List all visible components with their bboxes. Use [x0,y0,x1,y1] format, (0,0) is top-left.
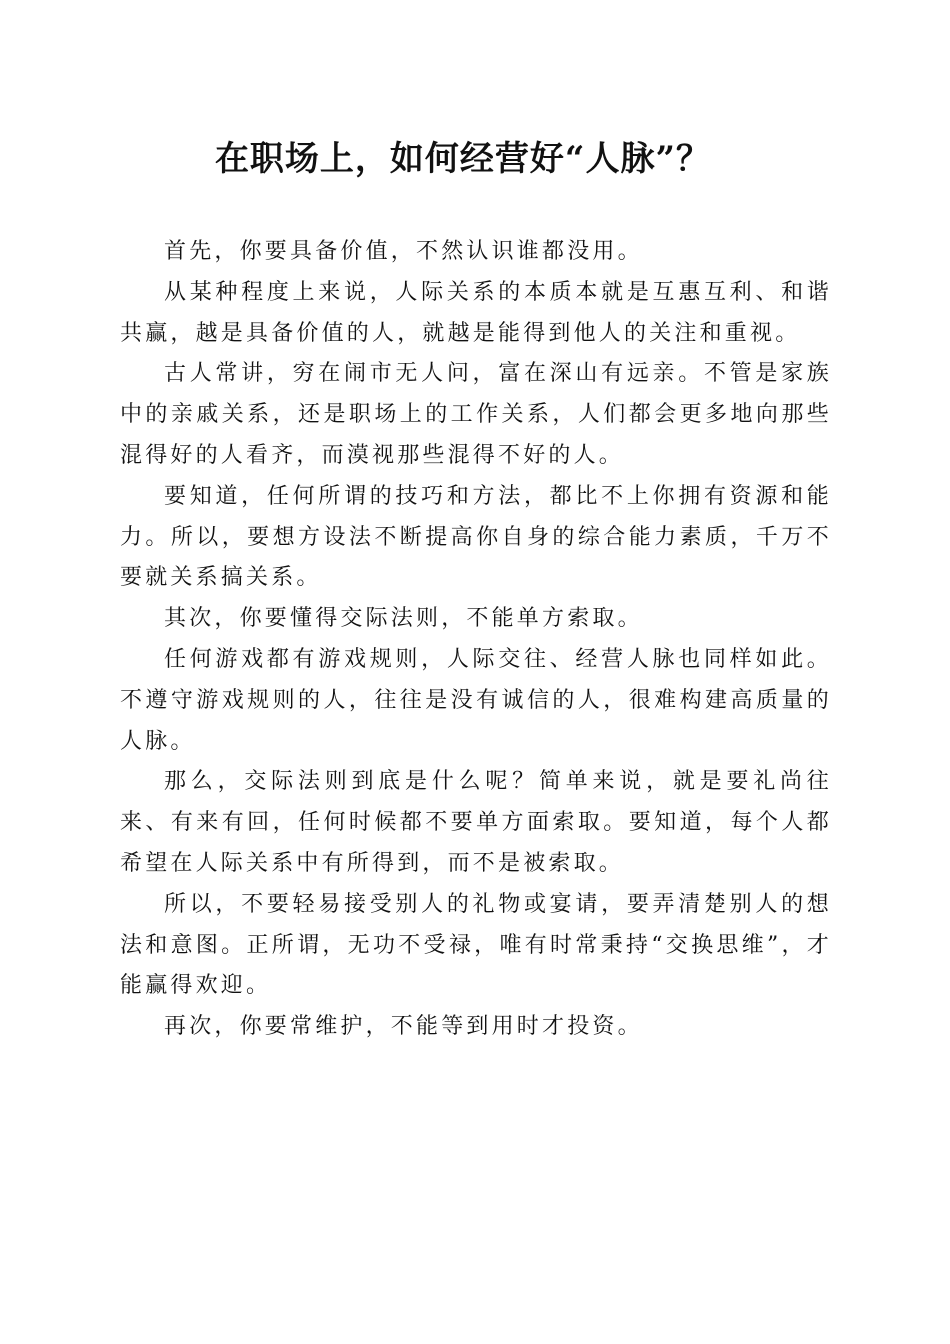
paragraph-1: 首先，你要具备价值，不然认识谁都没用。 [164,239,643,264]
paragraph-5: 其次，你要懂得交际法则，不能单方索取。 [164,606,643,632]
paragraph-8: 所以，不要轻易接受别人的礼物或宴请，要弄清楚别人的想法和意图。正所谓，无功不受禄，唯有时常秉持“交换思维”，才能赢得欢迎。 [120,891,832,999]
paragraph-3: 古人常讲，穷在闹市无人问，富在深山有远亲。不管是家族中的亲戚关系，还是职场上的工作关系，人们都会更多地向那些混得好的人看齐，而漠视那些混得不好的人。 [120,361,832,468]
paragraph-9: 再次，你要常维护，不能等到用时才投资。 [164,1014,643,1040]
article-body [120,232,832,1048]
paragraph-7: 那么，交际法则到底是什么呢？简单来说，就是要礼尚往来、有来有回，任何时候都不要单方面索取。要知道，每个人都希望在人际关系中有所得到，而不是被索取。 [120,769,832,876]
paragraph-2: 从某种程度上来说，人际关系的本质本就是互惠互利、和谐共赢，越是具备价值的人，就越是能得到他人的关注和重视。 [120,279,832,346]
paragraph-4: 要知道，任何所谓的技巧和方法，都比不上你拥有资源和能力。所以，要想方设法不断提高你自身的综合能力素质，千万不要就关系搞关系。 [120,483,832,591]
page-title: 在职场上，如何经营好“人脉”？ [214,139,712,179]
paragraph-6: 任何游戏都有游戏规则，人际交往、经营人脉也同样如此。不遵守游戏规则的人，往往是没有诚信的人，很难构建高质量的人脉。 [120,646,832,754]
